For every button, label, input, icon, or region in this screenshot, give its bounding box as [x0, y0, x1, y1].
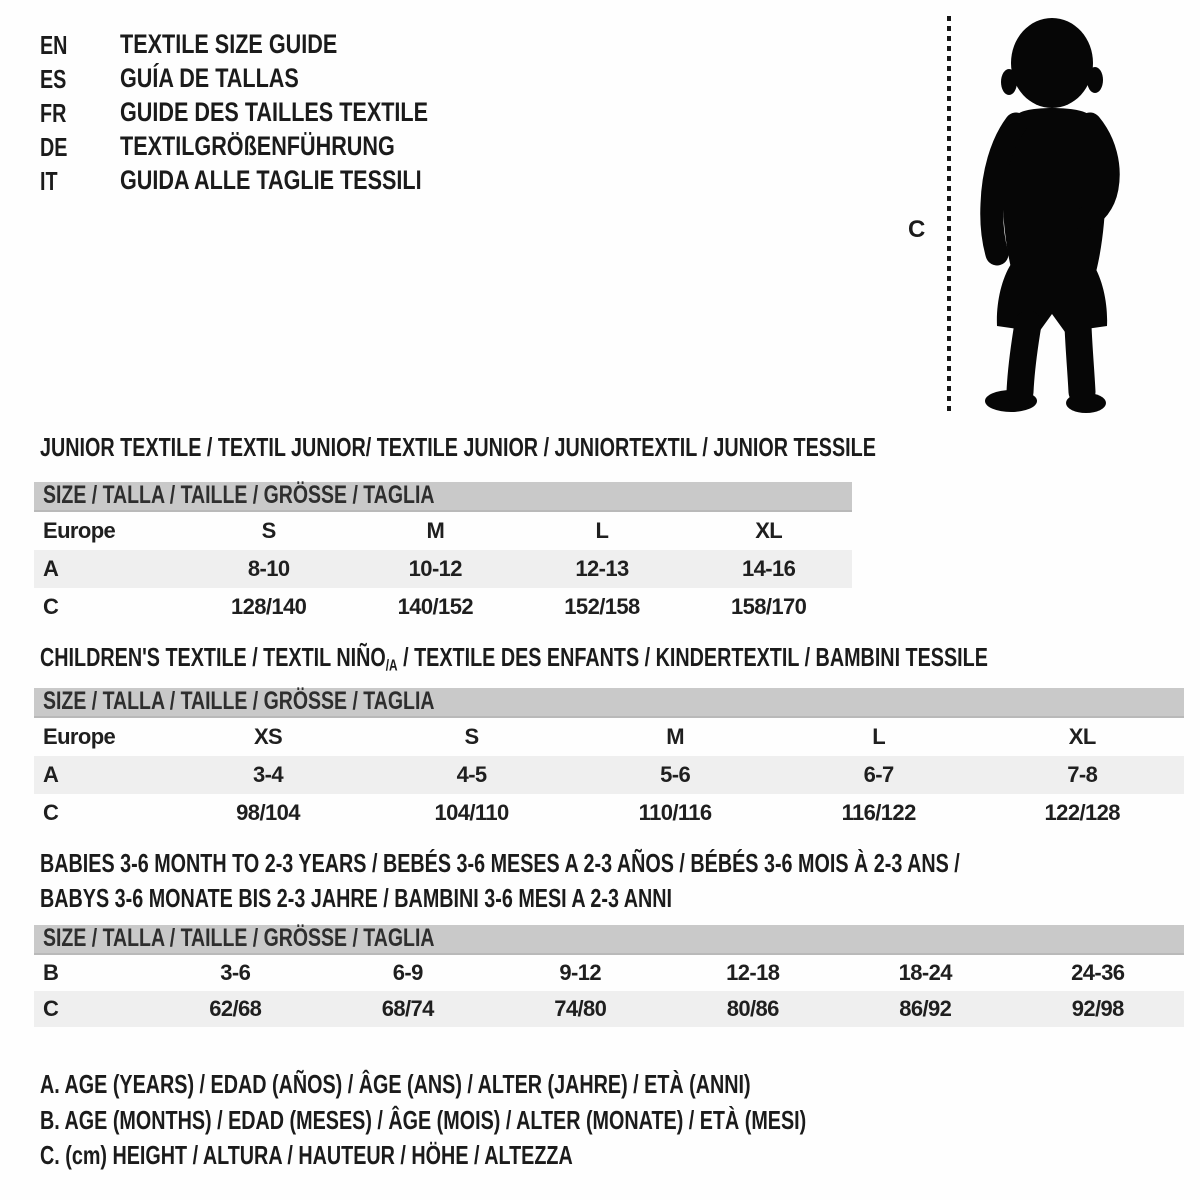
size-cell: 116/122	[841, 800, 916, 825]
size-cell: XS	[253, 724, 283, 749]
guide-title-de: TEXTILGRÖßENFÜHRUNG	[120, 131, 395, 162]
table-row	[34, 588, 852, 626]
size-cell: 6-7	[863, 762, 894, 787]
size-cell: 86/92	[899, 996, 952, 1021]
table-row	[34, 955, 1184, 991]
children-size-table	[34, 688, 1184, 832]
row-label-cell: A	[43, 556, 59, 581]
legend-line-b: B. AGE (MONTHS) / EDAD (MESES) / ÂGE (MOIS) / ALTER (MONATE) / ETÀ (MESI)	[40, 1105, 807, 1135]
size-header-band: SIZE / TALLA / TAILLE / GRÖSSE / TAGLIA	[34, 482, 852, 512]
size-cell: 68/74	[381, 996, 434, 1021]
language-row-en	[40, 28, 505, 62]
size-cell: 122/128	[1044, 800, 1120, 825]
language-row-de	[40, 130, 505, 164]
size-cell: 152/158	[564, 594, 640, 619]
size-cell: 7-8	[1067, 762, 1098, 787]
size-cell: 62/68	[209, 996, 262, 1021]
size-cell: 12-13	[575, 556, 629, 581]
size-cell: L	[595, 518, 609, 543]
language-row-es	[40, 62, 505, 96]
size-cell: 158/170	[730, 594, 807, 619]
size-cell: 80/86	[726, 996, 779, 1021]
size-header-band: SIZE / TALLA / TAILLE / GRÖSSE / TAGLIA	[34, 925, 1184, 955]
language-code: FR	[40, 97, 67, 128]
size-cell: 74/80	[554, 996, 607, 1021]
legend-line-c: C. (cm) HEIGHT / ALTURA / HAUTEUR / HÖHE / ALTEZZA	[40, 1140, 573, 1170]
size-cell: L	[872, 724, 886, 749]
size-cell: 12-18	[726, 960, 780, 985]
table-row	[34, 512, 852, 550]
table-row	[34, 550, 852, 588]
table-row	[34, 756, 1184, 794]
size-cell: 9-12	[559, 960, 602, 985]
babies-size-table	[34, 925, 1184, 1027]
guide-title-en: TEXTILE SIZE GUIDE	[120, 29, 338, 60]
row-label-cell: Europe	[43, 724, 116, 749]
language-row-it	[40, 164, 505, 198]
size-cell: M	[666, 724, 684, 749]
size-cell: 24-36	[1071, 960, 1125, 985]
size-cell: 5-6	[660, 762, 691, 787]
babies-section-title-line2: BABYS 3-6 MONATE BIS 2-3 JAHRE / BAMBINI 3-6 MESI A 2-3 ANNI	[40, 883, 673, 913]
children-section-title: CHILDREN'S TEXTILE / TEXTIL $NIÑO_{/A}$ / TEXTILE DES ENFANTS / KINDERTEXTIL / BAMBINI TESSILE	[40, 642, 988, 675]
size-header-band: SIZE / TALLA / TAILLE / GRÖSSE / TAGLIA	[34, 688, 1184, 718]
language-code: EN	[40, 29, 68, 60]
row-label-cell: B	[43, 960, 59, 985]
table-row	[34, 794, 1184, 832]
language-code: IT	[40, 165, 58, 196]
junior-section-title: JUNIOR TEXTILE / TEXTIL JUNIOR/ TEXTILE JUNIOR / JUNIORTEXTIL / JUNIOR TESSILE	[40, 432, 876, 462]
nino-a-subscript: /A	[385, 657, 398, 675]
height-measure-label: C	[908, 216, 926, 243]
size-cell: 18-24	[898, 960, 952, 985]
toddler-silhouette-icon	[962, 16, 1140, 416]
table-row	[34, 718, 1184, 756]
size-cell: 140/152	[397, 594, 473, 619]
language-title-list	[40, 28, 505, 198]
guide-title-fr: GUIDE DES TAILLES TEXTILE	[120, 97, 429, 128]
size-cell: 8-10	[247, 556, 290, 581]
size-cell: 6-9	[392, 960, 423, 985]
size-cell: M	[426, 518, 445, 543]
table-row	[34, 991, 1184, 1027]
size-cell: 128/140	[230, 594, 307, 619]
legend-line-a: A. AGE (YEARS) / EDAD (AÑOS) / ÂGE (ANS) / ALTER (JAHRE) / ETÀ (ANNI)	[40, 1069, 751, 1099]
size-cell: 4-5	[456, 762, 487, 787]
height-dashed-line	[947, 16, 951, 414]
language-code: DE	[40, 131, 68, 162]
babies-section-title-line1: BABIES 3-6 MONTH TO 2-3 YEARS / BEBÉS 3-6 MESES A 2-3 AÑOS / BÉBÉS 3-6 MOIS À 2-3 ANS /	[40, 848, 960, 878]
size-cell: 110/116	[638, 800, 712, 825]
language-row-fr	[40, 96, 505, 130]
size-cell: 98/104	[236, 800, 300, 825]
size-cell: 104/110	[434, 800, 509, 825]
row-label-cell: C	[43, 800, 59, 825]
size-cell: S	[464, 724, 479, 749]
row-label-cell: A	[43, 762, 59, 787]
row-label-cell: C	[43, 594, 59, 619]
size-cell: 3-4	[253, 762, 284, 787]
junior-size-table	[34, 482, 852, 626]
row-label-cell: C	[43, 996, 59, 1021]
language-code: ES	[40, 63, 67, 94]
size-cell: 14-16	[742, 556, 796, 581]
size-cell: S	[261, 518, 276, 543]
guide-title-es: GUÍA DE TALLAS	[120, 63, 299, 94]
size-cell: 3-6	[220, 960, 251, 985]
size-cell: 92/98	[1071, 996, 1124, 1021]
row-label-cell: Europe	[43, 518, 116, 543]
size-cell: XL	[1068, 724, 1096, 749]
guide-title-it: GUIDA ALLE TAGLIE TESSILI	[120, 165, 422, 196]
size-cell: 10-12	[408, 556, 462, 581]
size-cell: XL	[755, 518, 783, 543]
